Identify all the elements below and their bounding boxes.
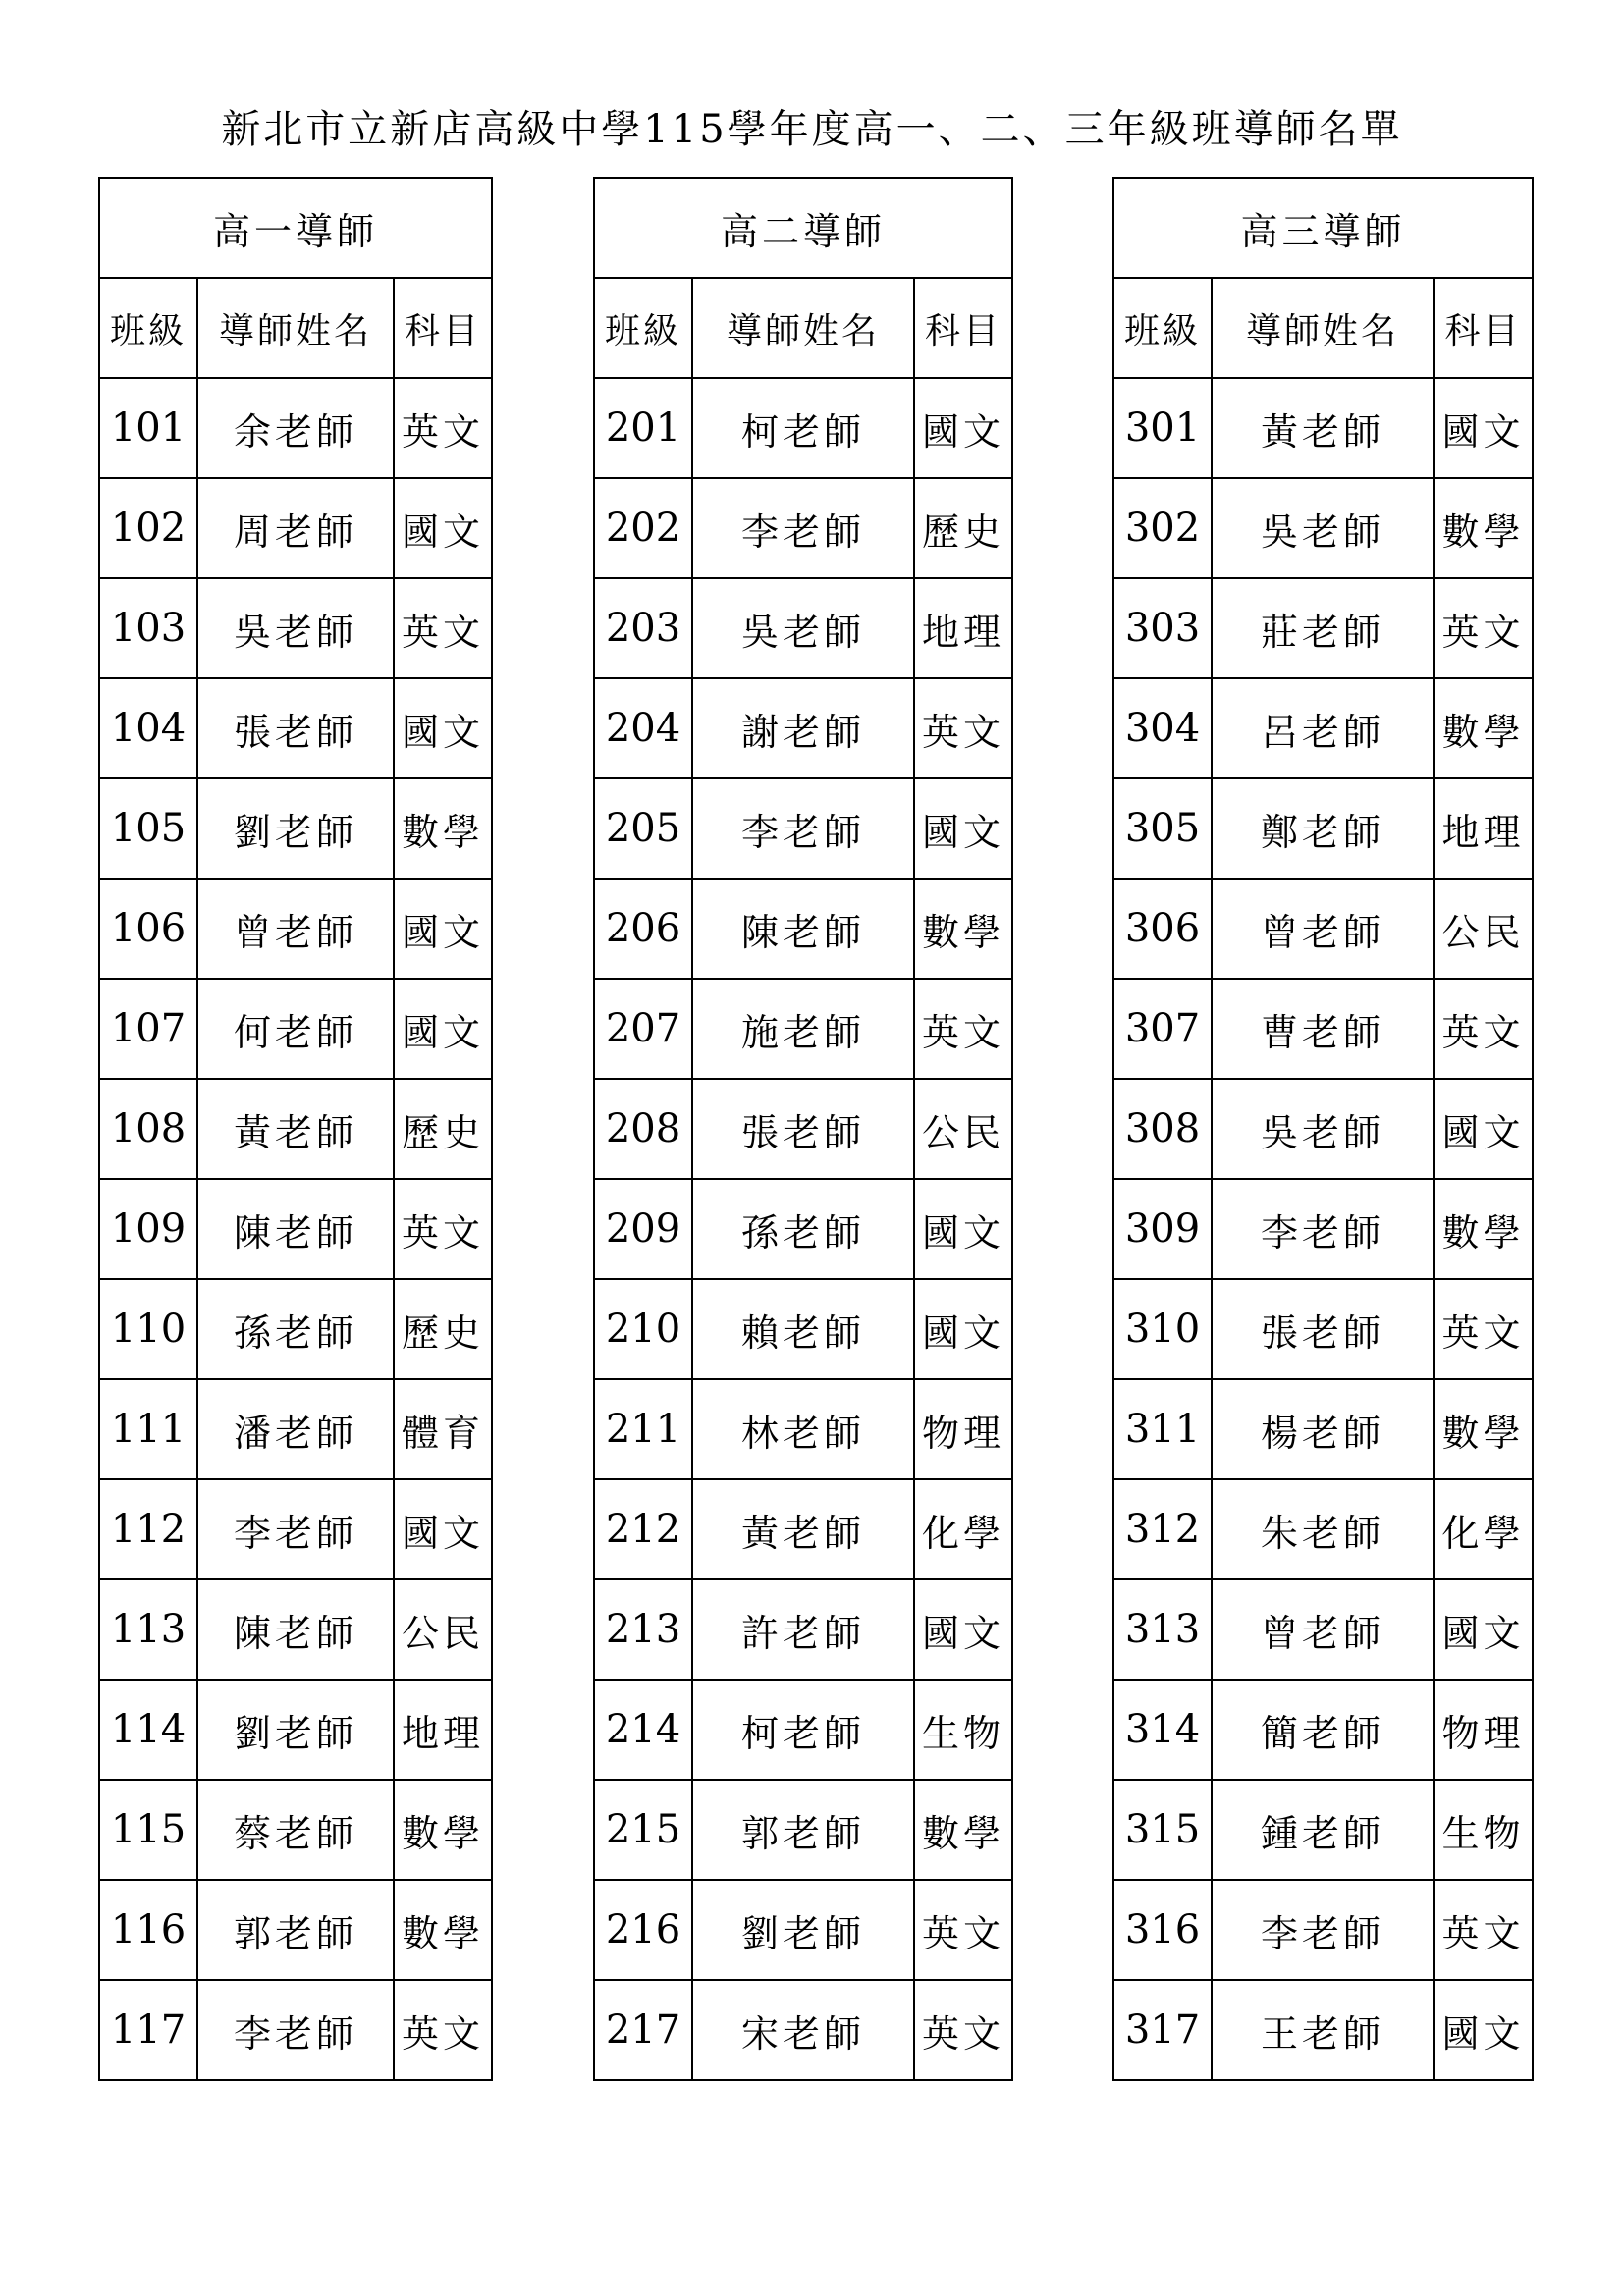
teacher-name-cell: 李老師: [197, 1980, 394, 2080]
class-number-cell: 308: [1113, 1079, 1212, 1179]
table-row: [1113, 1379, 1533, 1479]
class-number-cell: 313: [1113, 1579, 1212, 1680]
subject-cell: 英文: [394, 578, 492, 678]
column-header-teacher: 導師姓名: [692, 278, 914, 378]
column-header-subject: 科目: [394, 278, 492, 378]
grade-2-teacher-table: [593, 177, 1013, 2081]
subject-cell: 化學: [914, 1479, 1012, 1579]
table-row: [1113, 678, 1533, 778]
subject-cell: 數學: [394, 1880, 492, 1980]
teacher-name-cell: 黃老師: [692, 1479, 914, 1579]
column-header-row: [594, 278, 1012, 378]
class-number-cell: 116: [99, 1880, 197, 1980]
subject-cell: 國文: [1434, 1980, 1533, 2080]
column-header-teacher: 導師姓名: [1212, 278, 1434, 378]
table-row: [1113, 778, 1533, 879]
grade-heading: 高三導師: [1113, 178, 1533, 278]
subject-cell: 數學: [394, 1780, 492, 1880]
table-row: [99, 979, 492, 1079]
table-row: [594, 979, 1012, 1079]
table-row: [594, 1379, 1012, 1479]
teacher-name-cell: 李老師: [1212, 1880, 1434, 1980]
teacher-name-cell: 李老師: [1212, 1179, 1434, 1279]
subject-cell: 歷史: [394, 1279, 492, 1379]
table-row: [594, 578, 1012, 678]
teacher-name-cell: 黃老師: [1212, 378, 1434, 478]
subject-cell: 數學: [1434, 1379, 1533, 1479]
table-row: [594, 1279, 1012, 1379]
table-row: [99, 678, 492, 778]
teacher-name-cell: 曹老師: [1212, 979, 1434, 1079]
table-row: [1113, 478, 1533, 578]
class-number-cell: 217: [594, 1980, 692, 2080]
class-number-cell: 207: [594, 979, 692, 1079]
subject-cell: 國文: [1434, 1079, 1533, 1179]
class-number-cell: 310: [1113, 1279, 1212, 1379]
class-number-cell: 101: [99, 378, 197, 478]
class-number-cell: 301: [1113, 378, 1212, 478]
table-row: [1113, 1579, 1533, 1680]
grade-heading: 高一導師: [99, 178, 492, 278]
document-title: 新北市立新店高級中學115學年度高一、二、三年級班導師名單: [221, 107, 1403, 152]
table-row: [1113, 1179, 1533, 1279]
class-number-cell: 111: [99, 1379, 197, 1479]
teacher-name-cell: 陳老師: [197, 1179, 394, 1279]
class-number-cell: 201: [594, 378, 692, 478]
subject-cell: 國文: [914, 778, 1012, 879]
subject-cell: 國文: [394, 979, 492, 1079]
table-row: [594, 879, 1012, 979]
teacher-name-cell: 蔡老師: [197, 1780, 394, 1880]
table-row: [594, 678, 1012, 778]
table-row: [1113, 1880, 1533, 1980]
teacher-name-cell: 吳老師: [692, 578, 914, 678]
teacher-name-cell: 林老師: [692, 1379, 914, 1479]
class-number-cell: 102: [99, 478, 197, 578]
class-number-cell: 202: [594, 478, 692, 578]
subject-cell: 物理: [914, 1379, 1012, 1479]
class-number-cell: 112: [99, 1479, 197, 1579]
class-number-cell: 211: [594, 1379, 692, 1479]
table-row: [1113, 1680, 1533, 1780]
teacher-name-cell: 曾老師: [197, 879, 394, 979]
teacher-name-cell: 呂老師: [1212, 678, 1434, 778]
grade-heading: 高二導師: [594, 178, 1012, 278]
table-row: [594, 478, 1012, 578]
teacher-name-cell: 潘老師: [197, 1379, 394, 1479]
teacher-name-cell: 鄭老師: [1212, 778, 1434, 879]
table-row: [99, 778, 492, 879]
class-number-cell: 203: [594, 578, 692, 678]
teacher-name-cell: 柯老師: [692, 378, 914, 478]
table-row: [99, 578, 492, 678]
class-number-cell: 209: [594, 1179, 692, 1279]
teacher-name-cell: 孫老師: [197, 1279, 394, 1379]
subject-cell: 英文: [914, 979, 1012, 1079]
teacher-name-cell: 曾老師: [1212, 879, 1434, 979]
table-heading-row: [594, 178, 1012, 278]
subject-cell: 英文: [1434, 1279, 1533, 1379]
class-number-cell: 302: [1113, 478, 1212, 578]
teacher-name-cell: 張老師: [692, 1079, 914, 1179]
column-header-class: 班級: [99, 278, 197, 378]
table-row: [1113, 1279, 1533, 1379]
subject-cell: 英文: [1434, 979, 1533, 1079]
table-heading-row: [1113, 178, 1533, 278]
class-number-cell: 208: [594, 1079, 692, 1179]
grade-3-teacher-table: [1112, 177, 1534, 2081]
table-row: [594, 778, 1012, 879]
column-header-teacher: 導師姓名: [197, 278, 394, 378]
teacher-name-cell: 莊老師: [1212, 578, 1434, 678]
subject-cell: 物理: [1434, 1680, 1533, 1780]
subject-cell: 英文: [1434, 1880, 1533, 1980]
teacher-name-cell: 張老師: [1212, 1279, 1434, 1379]
table-row: [99, 478, 492, 578]
teacher-name-cell: 曾老師: [1212, 1579, 1434, 1680]
teacher-name-cell: 柯老師: [692, 1680, 914, 1780]
class-number-cell: 306: [1113, 879, 1212, 979]
subject-cell: 國文: [1434, 378, 1533, 478]
subject-cell: 英文: [1434, 578, 1533, 678]
table-row: [594, 1680, 1012, 1780]
subject-cell: 數學: [1434, 1179, 1533, 1279]
table-row: [1113, 1980, 1533, 2080]
teacher-name-cell: 楊老師: [1212, 1379, 1434, 1479]
table-row: [99, 378, 492, 478]
subject-cell: 英文: [394, 378, 492, 478]
class-number-cell: 105: [99, 778, 197, 879]
teacher-name-cell: 周老師: [197, 478, 394, 578]
table-heading-row: [99, 178, 492, 278]
teacher-name-cell: 郭老師: [692, 1780, 914, 1880]
column-header-row: [99, 278, 492, 378]
table-row: [99, 1980, 492, 2080]
subject-cell: 公民: [394, 1579, 492, 1680]
class-number-cell: 206: [594, 879, 692, 979]
teacher-name-cell: 許老師: [692, 1579, 914, 1680]
teacher-name-cell: 吳老師: [1212, 1079, 1434, 1179]
teacher-name-cell: 何老師: [197, 979, 394, 1079]
table-row: [1113, 378, 1533, 478]
teacher-name-cell: 吳老師: [197, 578, 394, 678]
table-row: [1113, 578, 1533, 678]
teacher-name-cell: 陳老師: [692, 879, 914, 979]
class-number-cell: 205: [594, 778, 692, 879]
teacher-name-cell: 李老師: [197, 1479, 394, 1579]
teacher-name-cell: 陳老師: [197, 1579, 394, 1680]
class-number-cell: 213: [594, 1579, 692, 1680]
table-row: [99, 1880, 492, 1980]
subject-cell: 數學: [394, 778, 492, 879]
class-number-cell: 311: [1113, 1379, 1212, 1479]
teacher-name-cell: 謝老師: [692, 678, 914, 778]
class-number-cell: 315: [1113, 1780, 1212, 1880]
teacher-name-cell: 劉老師: [197, 1680, 394, 1780]
teacher-name-cell: 鍾老師: [1212, 1780, 1434, 1880]
teacher-name-cell: 簡老師: [1212, 1680, 1434, 1780]
class-number-cell: 210: [594, 1279, 692, 1379]
table-row: [1113, 1780, 1533, 1880]
table-row: [99, 879, 492, 979]
subject-cell: 歷史: [394, 1079, 492, 1179]
teacher-name-cell: 施老師: [692, 979, 914, 1079]
class-number-cell: 305: [1113, 778, 1212, 879]
table-row: [594, 1780, 1012, 1880]
subject-cell: 國文: [1434, 1579, 1533, 1680]
class-number-cell: 215: [594, 1780, 692, 1880]
subject-cell: 地理: [914, 578, 1012, 678]
column-header-class: 班級: [1113, 278, 1212, 378]
table-row: [1113, 1479, 1533, 1579]
subject-cell: 地理: [394, 1680, 492, 1780]
table-row: [1113, 879, 1533, 979]
subject-cell: 歷史: [914, 478, 1012, 578]
subject-cell: 國文: [914, 1579, 1012, 1680]
subject-cell: 英文: [914, 1880, 1012, 1980]
teacher-name-cell: 黃老師: [197, 1079, 394, 1179]
class-number-cell: 103: [99, 578, 197, 678]
subject-cell: 國文: [394, 1479, 492, 1579]
class-number-cell: 113: [99, 1579, 197, 1680]
table-row: [594, 1079, 1012, 1179]
class-number-cell: 117: [99, 1980, 197, 2080]
grade-1-teacher-table: [98, 177, 493, 2081]
column-header-subject: 科目: [914, 278, 1012, 378]
column-header-row: [1113, 278, 1533, 378]
teacher-name-cell: 吳老師: [1212, 478, 1434, 578]
subject-cell: 生物: [914, 1680, 1012, 1780]
table-row: [594, 378, 1012, 478]
subject-cell: 國文: [914, 378, 1012, 478]
subject-cell: 國文: [394, 478, 492, 578]
teacher-name-cell: 孫老師: [692, 1179, 914, 1279]
teacher-name-cell: 劉老師: [197, 778, 394, 879]
subject-cell: 數學: [914, 1780, 1012, 1880]
subject-cell: 數學: [1434, 678, 1533, 778]
subject-cell: 英文: [914, 678, 1012, 778]
class-number-cell: 212: [594, 1479, 692, 1579]
teacher-name-cell: 郭老師: [197, 1880, 394, 1980]
table-row: [99, 1479, 492, 1579]
class-number-cell: 304: [1113, 678, 1212, 778]
class-number-cell: 316: [1113, 1880, 1212, 1980]
subject-cell: 體育: [394, 1379, 492, 1479]
teacher-name-cell: 張老師: [197, 678, 394, 778]
class-number-cell: 115: [99, 1780, 197, 1880]
class-number-cell: 312: [1113, 1479, 1212, 1579]
subject-cell: 公民: [914, 1079, 1012, 1179]
class-number-cell: 110: [99, 1279, 197, 1379]
table-row: [594, 1179, 1012, 1279]
class-number-cell: 214: [594, 1680, 692, 1780]
teacher-name-cell: 余老師: [197, 378, 394, 478]
subject-cell: 國文: [914, 1279, 1012, 1379]
subject-cell: 公民: [1434, 879, 1533, 979]
table-row: [99, 1780, 492, 1880]
subject-cell: 英文: [394, 1179, 492, 1279]
class-number-cell: 204: [594, 678, 692, 778]
class-number-cell: 309: [1113, 1179, 1212, 1279]
class-number-cell: 314: [1113, 1680, 1212, 1780]
class-number-cell: 109: [99, 1179, 197, 1279]
subject-cell: 國文: [394, 879, 492, 979]
subject-cell: 國文: [394, 678, 492, 778]
class-number-cell: 107: [99, 979, 197, 1079]
subject-cell: 生物: [1434, 1780, 1533, 1880]
subject-cell: 數學: [914, 879, 1012, 979]
teacher-name-cell: 宋老師: [692, 1980, 914, 2080]
table-row: [594, 1880, 1012, 1980]
table-row: [99, 1279, 492, 1379]
table-row: [594, 1479, 1012, 1579]
class-number-cell: 106: [99, 879, 197, 979]
column-header-subject: 科目: [1434, 278, 1533, 378]
subject-cell: 地理: [1434, 778, 1533, 879]
subject-cell: 英文: [914, 1980, 1012, 2080]
class-number-cell: 317: [1113, 1980, 1212, 2080]
table-row: [1113, 979, 1533, 1079]
teacher-name-cell: 王老師: [1212, 1980, 1434, 2080]
class-number-cell: 108: [99, 1079, 197, 1179]
subject-cell: 數學: [1434, 478, 1533, 578]
subject-cell: 國文: [914, 1179, 1012, 1279]
class-number-cell: 104: [99, 678, 197, 778]
class-number-cell: 216: [594, 1880, 692, 1980]
table-row: [1113, 1079, 1533, 1179]
table-row: [99, 1079, 492, 1179]
teacher-name-cell: 李老師: [692, 478, 914, 578]
table-row: [99, 1680, 492, 1780]
teacher-name-cell: 李老師: [692, 778, 914, 879]
table-row: [594, 1980, 1012, 2080]
teacher-name-cell: 朱老師: [1212, 1479, 1434, 1579]
subject-cell: 英文: [394, 1980, 492, 2080]
table-row: [99, 1579, 492, 1680]
table-row: [99, 1179, 492, 1279]
column-header-class: 班級: [594, 278, 692, 378]
teacher-name-cell: 劉老師: [692, 1880, 914, 1980]
teacher-name-cell: 賴老師: [692, 1279, 914, 1379]
table-row: [99, 1379, 492, 1479]
class-number-cell: 114: [99, 1680, 197, 1780]
subject-cell: 化學: [1434, 1479, 1533, 1579]
class-number-cell: 307: [1113, 979, 1212, 1079]
table-row: [594, 1579, 1012, 1680]
class-number-cell: 303: [1113, 578, 1212, 678]
